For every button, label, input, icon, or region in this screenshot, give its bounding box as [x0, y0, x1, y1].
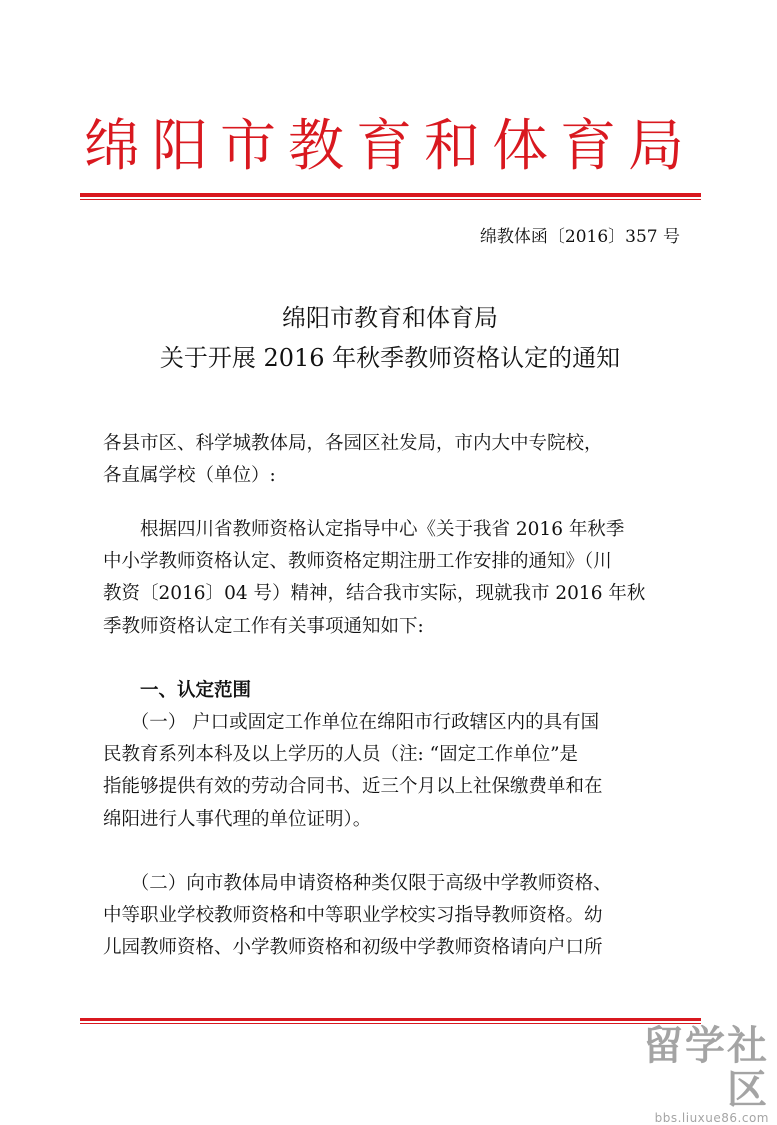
text-line: （二）向市教体局申请资格种类仅限于高级中学教师资格、: [103, 873, 612, 894]
letterhead-title: 绵阳市教育和体育局: [84, 114, 696, 179]
text-line: 儿园教师资格、小学教师资格和初级中学教师资格请向户口所: [103, 937, 603, 959]
text-line: 季教师资格认定工作有关事项通知如下:: [103, 615, 424, 637]
text-line: 指能够提供有效的劳动合同书、近三个月以上社保缴费单和在: [103, 776, 603, 798]
scope-item-1-paragraph: [103, 707, 683, 836]
notice-title-line-2: 关于开展 2016 年秋季教师资格认定的通知: [159, 344, 621, 372]
text-line: 民教育系列本科及以上学历的人员（注: “固定工作单位”是: [103, 744, 579, 766]
footer-rule-thick: [80, 1018, 701, 1021]
scope-item-2-paragraph: [103, 868, 683, 965]
text-line: 各县市区、科学城教体局，各园区社发局，市内大中专院校，: [103, 433, 603, 454]
text-line: 教资〔2016〕04 号）精神，结合我市实际，现就我市 2016 年秋: [103, 583, 646, 605]
text-line: 中小学教师资格认定、教师资格定期注册工作安排的通知》（川: [103, 551, 612, 573]
text-line: 绵阳进行人事代理的单位证明）。: [103, 808, 372, 830]
footer-rule-thin: [80, 1023, 701, 1024]
section-heading-scope: 一、认定范围: [103, 680, 252, 701]
text-line: 各直属学校（单位）:: [103, 465, 276, 487]
letterhead-rule-thin: [80, 199, 701, 200]
document-number: 绵教体函〔2016〕357 号: [479, 227, 680, 247]
intro-paragraph: [103, 514, 683, 643]
letterhead-rule-thick: [80, 193, 701, 197]
text-line: （一） 户口或固定工作单位在绵阳市行政辖区内的具有国: [103, 712, 600, 733]
site-watermark: [609, 1023, 769, 1125]
notice-title-line-1: 绵阳市教育和体育局: [282, 304, 498, 332]
watermark-text: 留学社区: [643, 1023, 769, 1113]
text-line: 根据四川省教师资格认定指导中心《关于我省 2016 年秋季: [103, 519, 625, 540]
text-line: 中等职业学校教师资格和中等职业学校实习指导教师资格。幼: [103, 905, 603, 927]
watermark-url: bbs.liuxue86.com: [654, 1111, 769, 1125]
salutation-paragraph: [103, 428, 683, 492]
